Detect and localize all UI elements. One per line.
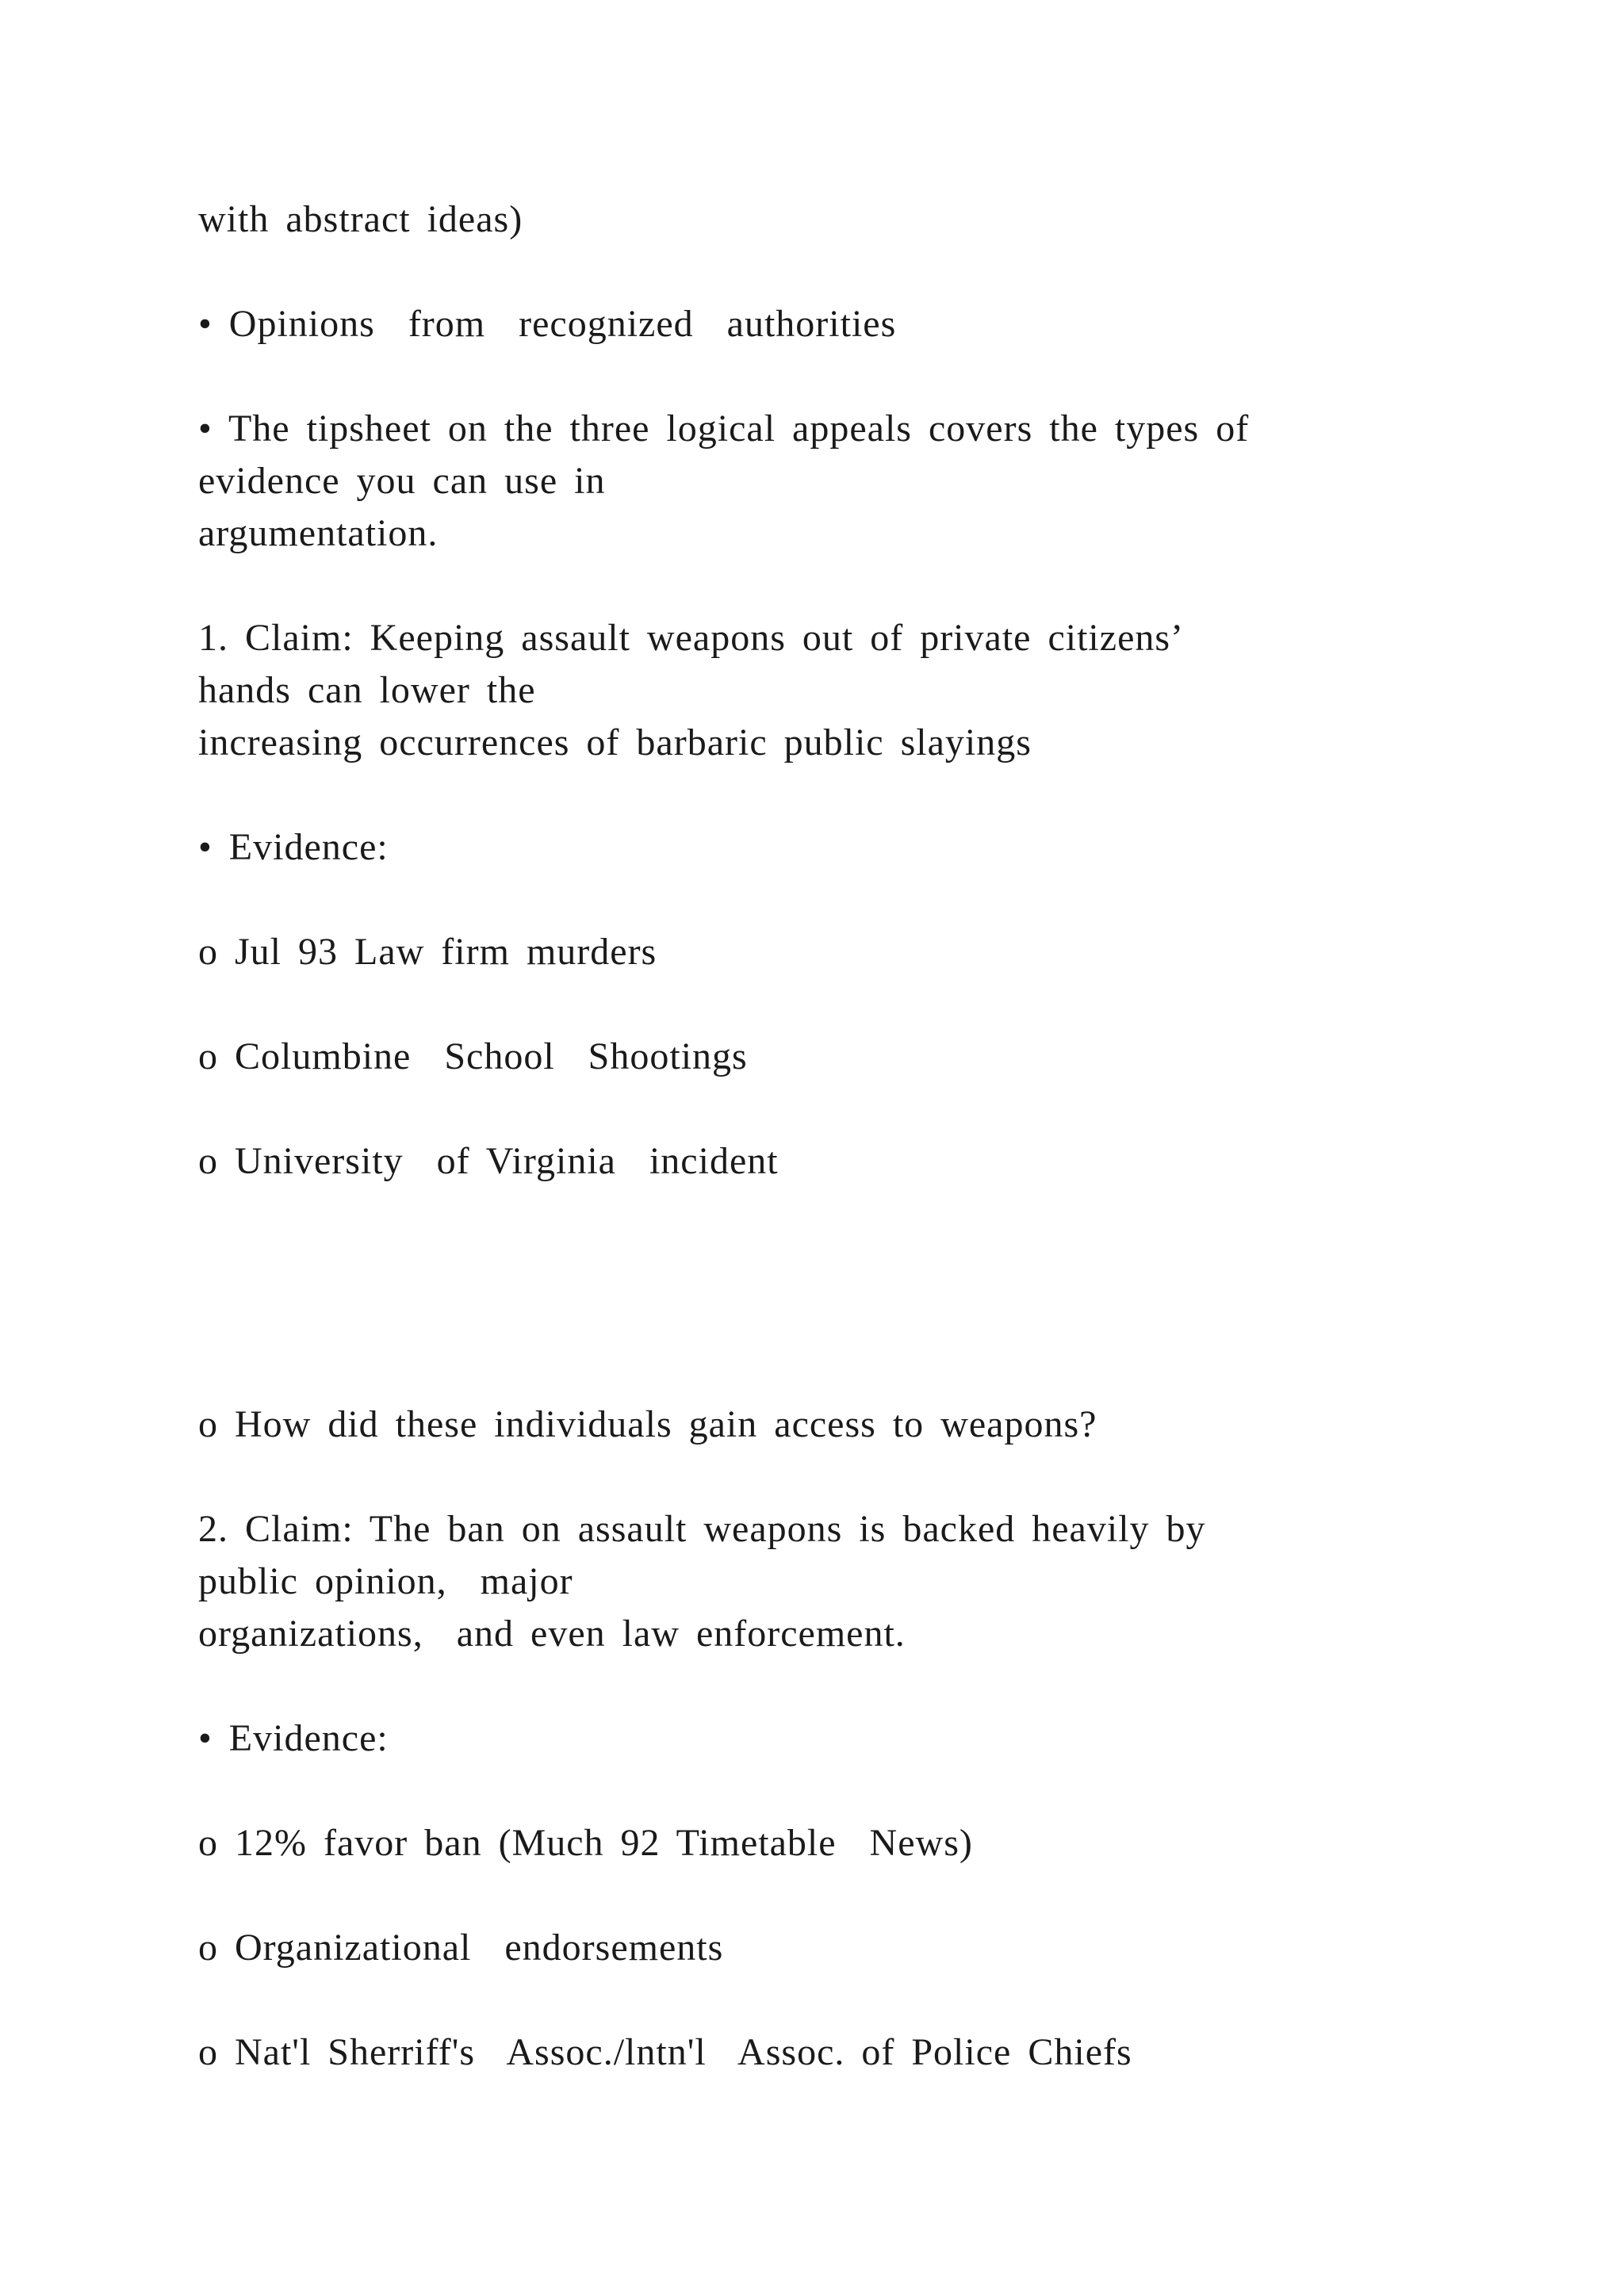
evidence-item-law-firm: o Jul 93 Law firm murders <box>198 931 657 973</box>
claim-1-line-2: hands can lower the <box>198 669 536 711</box>
evidence-label-2: • Evidence: <box>198 1717 389 1759</box>
evidence-item-police-chiefs: o Nat'l Sherriff's Assoc./lntn'l Assoc. of Police Chiefs <box>198 2031 1132 2073</box>
claim-1-heading: 1. Claim: Keeping assault weapons out of private citizens’ <box>198 617 1185 659</box>
evidence-item-access: o How did these individuals gain access to weapons? <box>198 1403 1097 1445</box>
claim-1-line-3: increasing occurrences of barbaric public slayings <box>198 721 1032 763</box>
evidence-label-1: • Evidence: <box>198 826 389 868</box>
text-line-argumentation: argumentation. <box>198 512 439 554</box>
claim-2-line-2: public opinion, major <box>198 1560 573 1602</box>
claim-2-heading: 2. Claim: The ban on assault weapons is backed heavily by <box>198 1508 1206 1550</box>
text-line-abstract-ideas: with abstract ideas) <box>198 198 523 240</box>
claim-2-line-3: organizations, and even law enforcement. <box>198 1613 906 1655</box>
text-line-evidence-use: evidence you can use in <box>198 460 606 502</box>
evidence-item-favor-ban: o 12% favor ban (Much 92 Timetable News) <box>198 1822 973 1864</box>
bullet-opinions: • Opinions from recognized authorities <box>198 303 897 345</box>
bullet-tipsheet: • The tipsheet on the three logical appeals covers the types of <box>198 408 1250 450</box>
evidence-item-virginia: o University of Virginia incident <box>198 1140 779 1182</box>
evidence-item-columbine: o Columbine School Shootings <box>198 1035 748 1077</box>
evidence-item-endorsements: o Organizational endorsements <box>198 1927 724 1969</box>
